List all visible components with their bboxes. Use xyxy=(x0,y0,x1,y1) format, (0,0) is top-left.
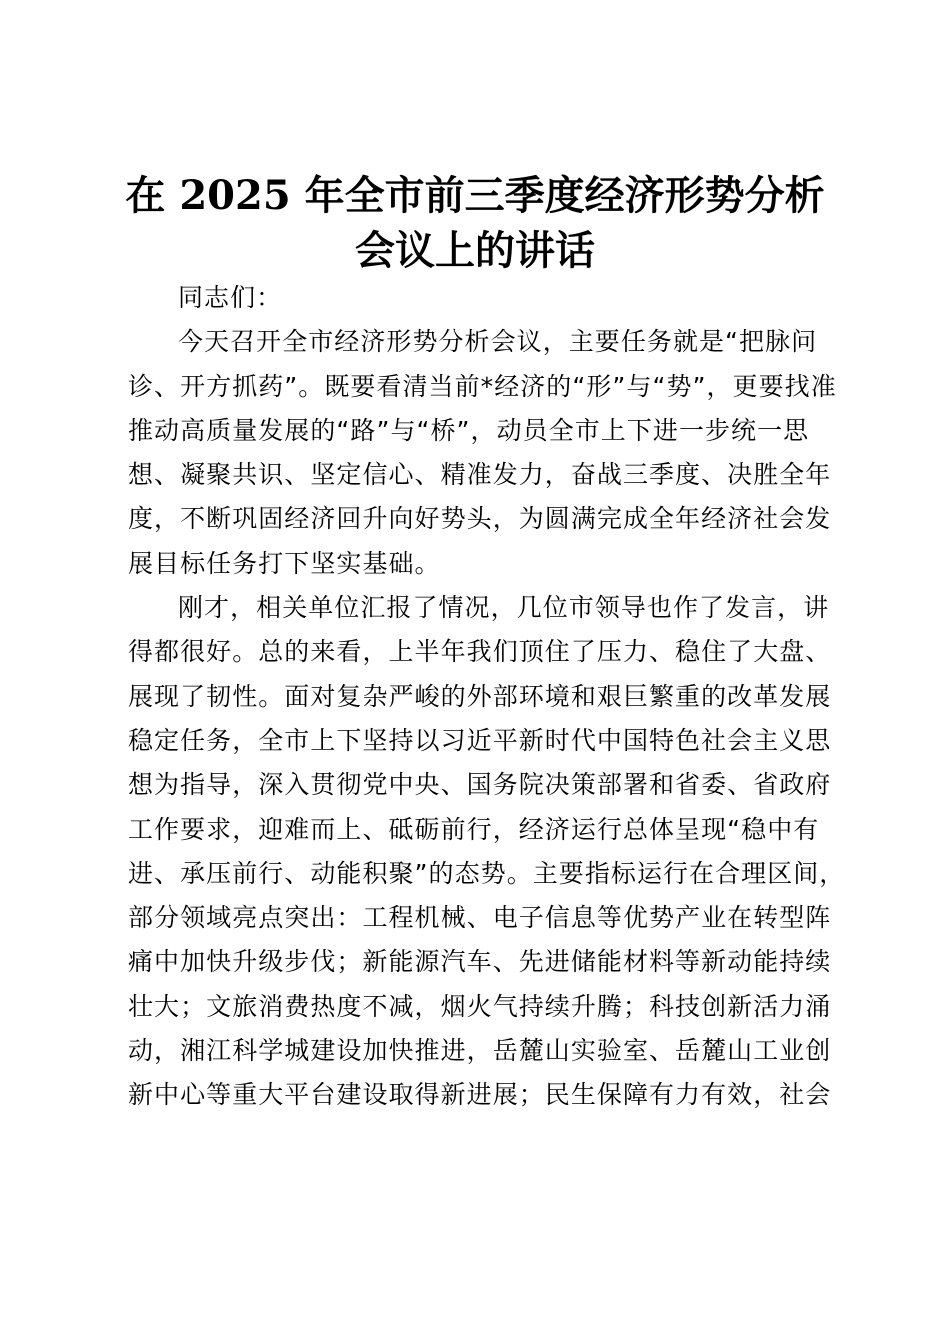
paragraph-line: 工作要求，迎难而上、砥砺前行，经济运行总体呈现“稳中有 xyxy=(128,814,820,844)
paragraph-line: 动，湘江科学城建设加快推进，岳麓山实验室、岳麓山工业创 xyxy=(128,1036,832,1066)
paragraph-line: 部分领域亮点突出：工程机械、电子信息等优势产业在转型阵 xyxy=(128,903,832,933)
paragraph-line: 刚才，相关单位汇报了情况，几位市领导也作了发言，讲 xyxy=(178,593,830,623)
paragraph-line: 壮大；文旅消费热度不减，烟火气持续升腾；科技创新活力涌 xyxy=(128,991,832,1021)
document-title xyxy=(120,168,830,278)
paragraph-line: 痛中加快升级步伐；新能源汽车、先进储能材料等新动能持续 xyxy=(128,947,832,977)
paragraph-1 xyxy=(128,320,837,586)
paragraph-line: 推动高质量发展的“路”与“桥”，动员全市上下进一步统一思 xyxy=(128,415,810,445)
paragraph-line: 展目标任务打下坚实基础。 xyxy=(128,548,441,578)
document-body xyxy=(128,276,846,1118)
paragraph-line: 新中心等重大平台建设取得新进展；民生保障有力有效，社会 xyxy=(128,1080,832,1110)
paragraph-line: 得都很好。总的来看，上半年我们顶住了压力、稳住了大盘、 xyxy=(128,637,832,667)
paragraph-line: 诊、开方抓药”。既要看清当前*经济的“形”与“势”，更要找准 xyxy=(128,371,837,401)
paragraph-line: 今天召开全市经济形势分析会议，主要任务就是“把脉问 xyxy=(178,327,818,357)
salutation: 同志们： xyxy=(178,283,283,312)
paragraph-line: 进、承压前行、动能积聚”的态势。主要指标运行在合理区间， xyxy=(128,858,846,888)
title-line-2: 会议上的讲话 xyxy=(355,227,595,274)
title-line-1: 在 2025 年全市前三季度经济形势分析 xyxy=(125,172,825,219)
paragraph-line: 想为指导，深入贯彻党中央、国务院决策部署和省委、省政府 xyxy=(128,770,832,800)
paragraph-line: 度，不断巩固经济回升向好势头，为圆满完成全年经济社会发 xyxy=(128,504,832,534)
paragraph-line: 稳定任务，全市上下坚持以习近平新时代中国特色社会主义思 xyxy=(128,725,832,755)
paragraph-2 xyxy=(128,586,846,1118)
paragraph-line: 展现了韧性。面对复杂严峻的外部环境和艰巨繁重的改革发展 xyxy=(128,681,832,711)
paragraph-line: 想、凝聚共识、坚定信心、精准发力，奋战三季度、决胜全年 xyxy=(128,460,832,490)
